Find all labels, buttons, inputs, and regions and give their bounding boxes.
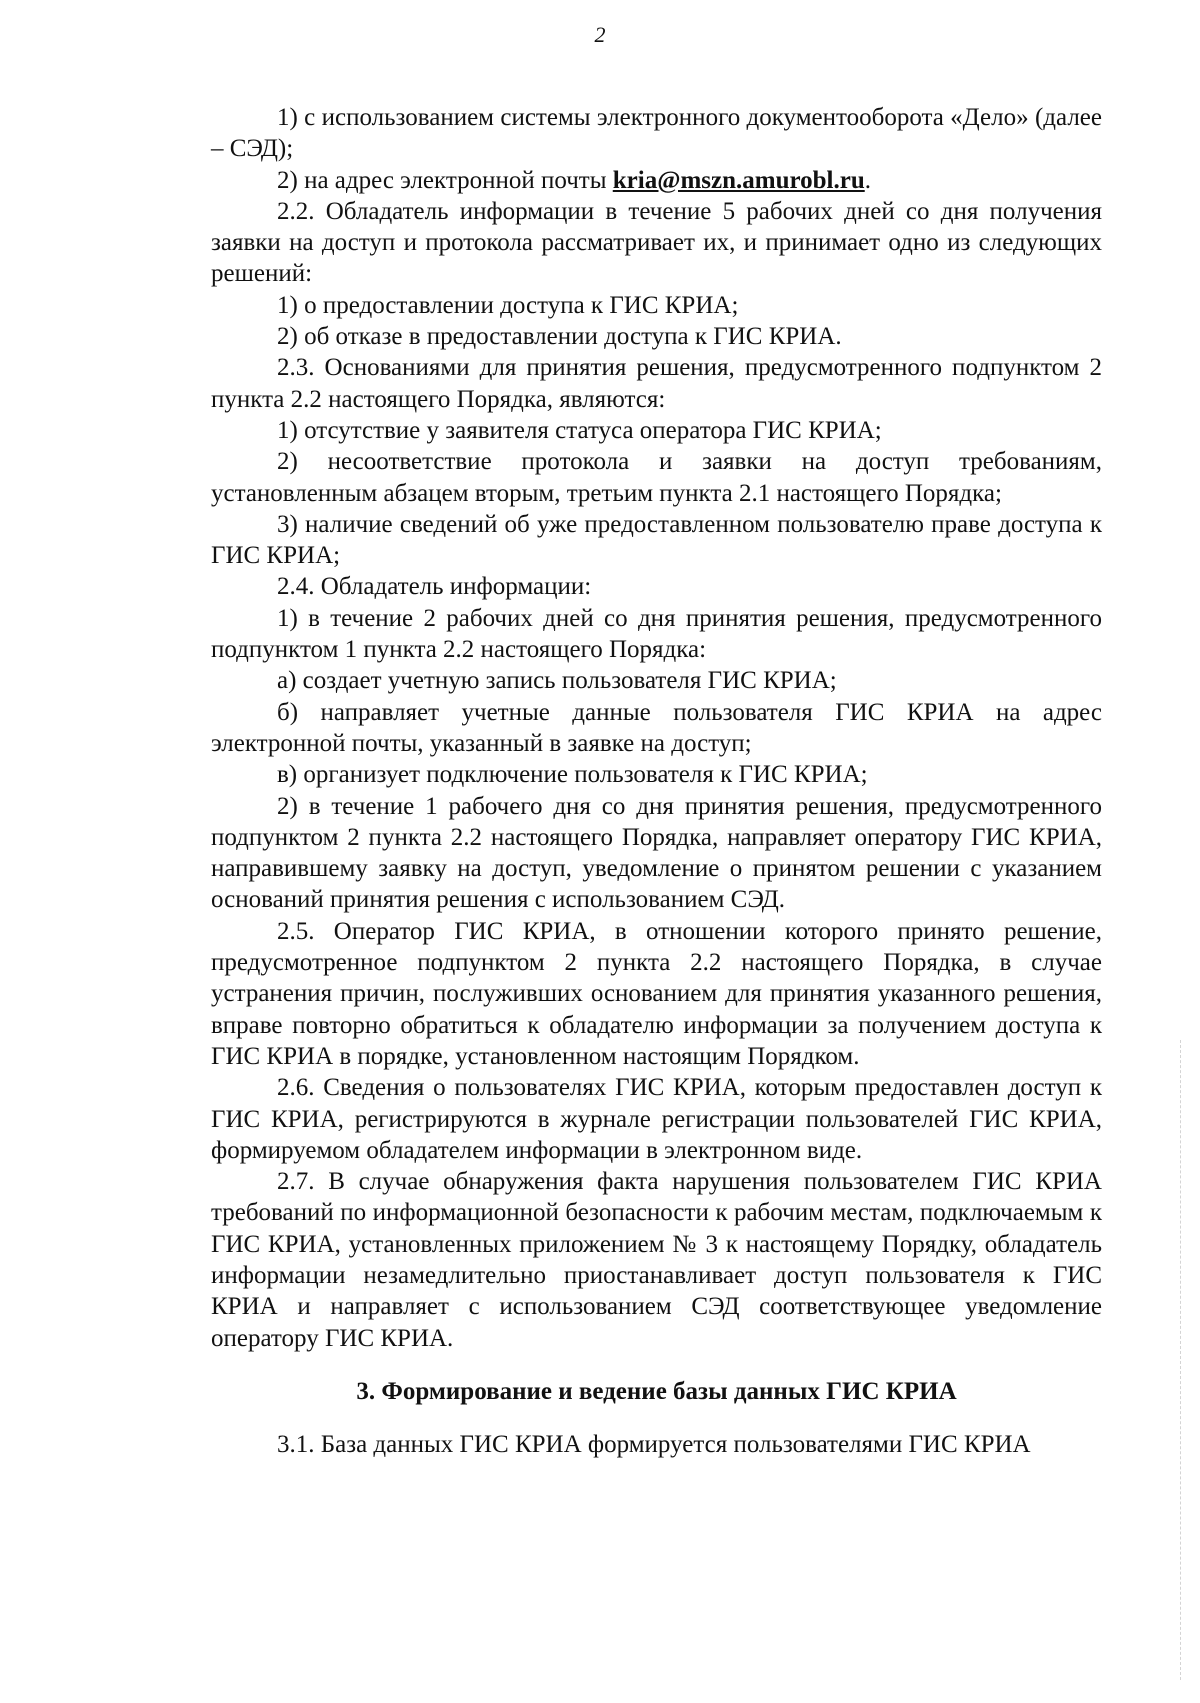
paragraph-2-2: 2.2. Обладатель информации в течение 5 рабочих дней со дня получения заявки на доступ и протокола рассматривает их, и принимает одно из следующих решений: — [211, 197, 1102, 288]
paragraph-2-4-1-a: а) создает учетную запись пользователя ГИС КРИА; — [277, 667, 837, 695]
paragraph-1: 1) с использованием системы электронного документооборота «Дело» (далее – СЭД); — [211, 104, 1102, 163]
paragraph-decision-1: 1) о предоставлении доступа к ГИС КРИА; — [277, 291, 739, 319]
email-link[interactable]: kria@mszn.amurobl.ru — [612, 166, 865, 194]
paragraph-reason-1: 1) отсутствие у заявителя статуса оператора ГИС КРИА; — [277, 416, 882, 444]
paragraph-reason-3: 3) наличие сведений об уже предоставленном пользователю праве доступа к ГИС КРИА; — [211, 510, 1102, 570]
paragraph-2 — [211, 165, 1102, 196]
document-body — [211, 102, 1102, 1460]
paragraph-2-7: 2.7. В случае обнаружения факта нарушения пользователем ГИС КРИА требований по информационной безопасности к рабочим местам, подключаемым к ГИС КРИА, установленных приложением № 3 к настоящему Порядку, обладатель информации незамедлительно приостанавливает доступ пользователя к ГИС КРИА и направляет с использованием СЭД соответствующее уведомление оператору ГИС КРИА. — [211, 1168, 1102, 1352]
section-heading: 3. Формирование и ведение базы данных ГИС КРИА — [356, 1377, 957, 1405]
paragraph-2-3: 2.3. Основаниями для принятия решения, предусмотренного подпунктом 2 пункта 2.2 настоящего Порядка, являются: — [211, 354, 1102, 413]
email-prefix: 2) на адрес электронной почты — [277, 166, 613, 194]
scan-edge-artifact — [1180, 1040, 1182, 1680]
paragraph-2-4-1-c: в) организует подключение пользователя к ГИС КРИА; — [277, 761, 868, 789]
paragraph-3-1: 3.1. База данных ГИС КРИА формируется пользователями ГИС КРИА — [277, 1431, 1031, 1459]
paragraph-2-5: 2.5. Оператор ГИС КРИА, в отношении которого принято решение, предусмотренное подпунктом 2 пункта 2.2 настоящего Порядка, в случае устранения причин, послуживших основанием для принятия указанного решения, вправе повторно обратиться к обладателю информации за получением доступа к ГИС КРИА в порядке, установленном настоящим Порядком. — [211, 917, 1102, 1070]
email-suffix: . — [864, 166, 871, 194]
paragraph-2-4: 2.4. Обладатель информации: — [277, 573, 592, 601]
paragraph-2-4-2: 2) в течение 1 рабочего дня со дня принятия решения, предусмотренного подпунктом 2 пункта 2.2 настоящего Порядка, направляет оператору ГИС КРИА, направившему заявку на доступ, уведомление о принятом решении с указанием оснований принятия решения с использованием СЭД. — [211, 792, 1102, 914]
page-number: 2 — [594, 22, 606, 47]
paragraph-2-4-1-b: б) направляет учетные данные пользователя ГИС КРИА на адрес электронной почты, указанный в заявке на доступ; — [211, 698, 1102, 757]
paragraph-2-4-1: 1) в течение 2 рабочих дней со дня принятия решения, предусмотренного подпунктом 1 пункта 2.2 настоящего Порядка: — [211, 604, 1102, 664]
paragraph-2-6: 2.6. Сведения о пользователях ГИС КРИА, которым предоставлен доступ к ГИС КРИА, регистрируются в журнале регистрации пользователей ГИС КРИА, формируемом обладателем информации в электронном виде. — [211, 1074, 1102, 1164]
paragraph-reason-2: 2) несоответствие протокола и заявки на доступ требованиям, установленным абзацем вторым, третьим пункта 2.1 настоящего Порядка; — [211, 448, 1102, 507]
paragraph-decision-2: 2) об отказе в предоставлении доступа к ГИС КРИА. — [277, 323, 842, 351]
